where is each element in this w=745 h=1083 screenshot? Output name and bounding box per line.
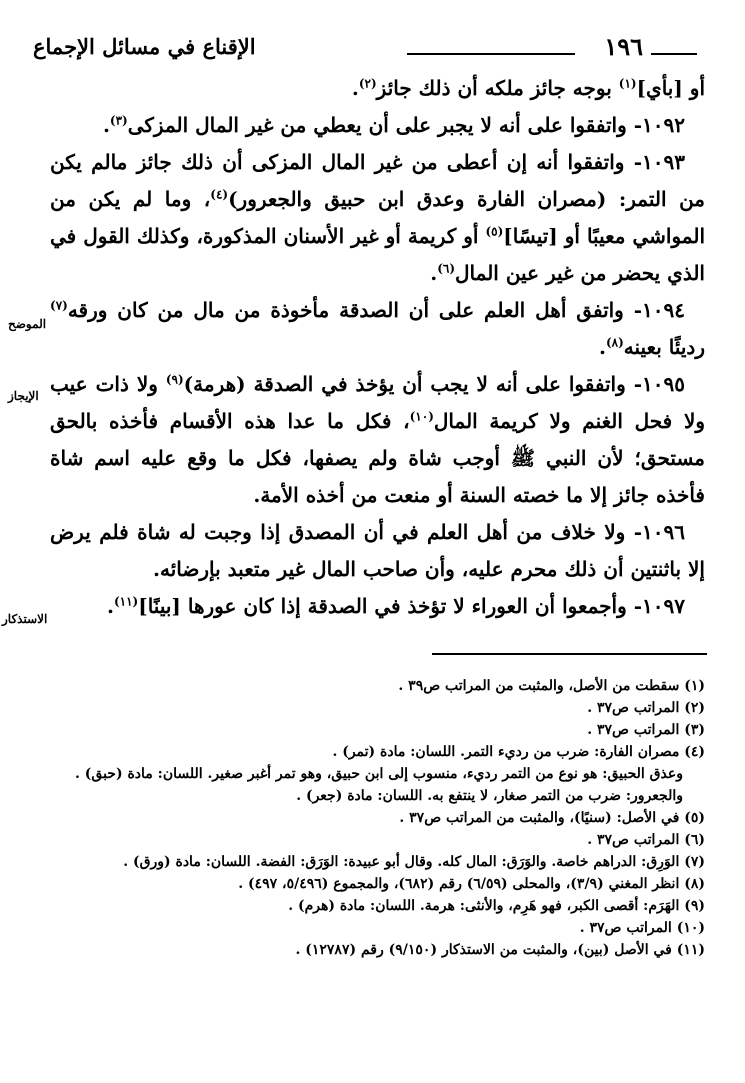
issue-number: ١٠٩٥- (625, 372, 685, 396)
footnote-ref: (١) (618, 76, 637, 91)
footnote-ref: (٩) (165, 372, 184, 387)
footnote-4-continuation: وعذق الحبيق: هو نوع من التمر رديء، منسوب إلى ابن حبيق، وهو تمر أغبر صغير. اللسان: مادة (حبق) . والجعرور: ضرب من التمر صغار، لا ينتفع به. اللسان: مادة (جعر) . (75, 766, 683, 804)
issue-keyword: وأجمعوا (562, 594, 627, 618)
page-number: ١٩٦ (604, 32, 643, 61)
issue-number: ١٠٩٦- (625, 520, 686, 544)
issue-1094 (50, 292, 705, 366)
footnote-9: (٩) الهَرَم: أقصى الكبر، فهو هَرِم، والأنثى: هرمة. اللسان: مادة (هرم) . (288, 898, 705, 914)
margin-note-istidhkar: الاستذكار (2, 612, 48, 626)
issue-1096 (50, 514, 705, 588)
issue-number: ١٠٩٤- (623, 298, 685, 322)
book-title: الإقناع في مسائل الإجماع (33, 34, 256, 59)
footnote-4 (45, 741, 705, 807)
issue-keyword: واتفقوا (568, 372, 626, 396)
main-text (50, 70, 705, 625)
issue-keyword: ولا خلاف (550, 520, 626, 544)
footnote-2: (٢) المراتب ص٣٧ . (587, 700, 705, 716)
text: . (351, 76, 359, 100)
footnote-ref: (١٠) (409, 409, 434, 424)
text: ، فكل ما عدا هذه الأقسام فأخذه بالحق مستحق؛ لأن النبي ﷺ أوجب شاة ولم يصفها، فكل ما وقع عليه اسم شاة فأخذه جائز إلا ما خصته السنة أو منعت من أخذه الأمة. (50, 409, 705, 507)
text: . (598, 335, 606, 359)
footnote-1: (١) سقطت من الأصل، والمثبت من المراتب ص٣٩ . (398, 678, 705, 694)
footnote-5: (٥) في الأصل: (سنيًا)، والمثبت من المراتب ص٣٧ . (399, 810, 705, 826)
issue-number: ١٠٩٧- (626, 594, 685, 618)
text: أو كريمة أو غير الأسنان المذكورة، وكذلك القول في الذي يحضر من غير عين المال (50, 224, 705, 285)
text: أو [بأي] (636, 76, 705, 100)
paragraph-continuation (50, 70, 705, 107)
footnote-ref: (٤) (210, 187, 229, 202)
footnote-ref: (٣) (109, 113, 128, 128)
text: من أهل العلم في أن المصدق إذا وجبت له شاة فلم يرض إلا باثنتين أن ذلك محرم عليه، وأن صاحب المال غير متعبد بإرضائه. (50, 520, 705, 581)
text: . (430, 261, 438, 285)
text: ولا ذات عيب ولا فحل الغنم ولا كريمة المال (50, 372, 706, 433)
footnote-11: (١١) في الأصل (بين)، والمثبت من الاستذكار (٩/١٥٠) رقم (١٢٧٨٧) . (295, 942, 705, 958)
issue-keyword: واتفق (576, 298, 624, 322)
footnote-7: (٧) الوَرِق: الدراهم خاصة. والوَرَق: المال كله. وقال أبو عبيدة: الوَرَق: الفضة. اللسان: مادة (ورق) . (123, 854, 705, 870)
issue-1092 (50, 107, 705, 144)
issue-number: ١٠٩٣- (624, 150, 685, 174)
margin-note-mudih: الموضح (8, 317, 47, 331)
margin-note-ijaz: الإيجاز (8, 389, 39, 403)
text: على أنه لا يجبر على أن يعطي من غير المال المزكى (127, 113, 570, 137)
text: رديئًا بعينه (623, 335, 705, 359)
text: . (107, 594, 114, 618)
text: بوجه جائز ملكه أن ذلك جائز (376, 76, 619, 100)
footnote-10: (١٠) المراتب ص٣٧ . (579, 920, 705, 936)
footnote-ref: (٨) (605, 335, 624, 350)
issue-number: ١٠٩٢- (626, 113, 685, 137)
issue-keyword: واتفقوا (569, 113, 627, 137)
footnote-separator (432, 653, 707, 655)
issue-1095 (50, 366, 705, 514)
text: أن العوراء لا تؤخذ في الصدقة إذا كان عورها [بينًا] (138, 594, 563, 618)
footnote-ref: (١١) (113, 594, 139, 609)
text: على أنه لا يجب أن يؤخذ في الصدقة (هرمة) (183, 372, 569, 396)
footnote-4-line: (٤) مصران الفارة: ضرب من رديء التمر. اللسان: مادة (تمر) . (332, 744, 705, 760)
footnote-ref: (٧) (50, 298, 68, 313)
footnote-ref: (٦) (437, 261, 456, 276)
header-rule-right (651, 53, 697, 55)
header-rule-middle (407, 53, 575, 55)
text: . (102, 113, 110, 137)
footnotes (45, 675, 705, 961)
footnote-6: (٦) المراتب ص٣٧ . (587, 832, 705, 848)
footnote-ref: (٢) (358, 76, 377, 91)
issue-1097 (50, 588, 705, 625)
footnote-8: (٨) انظر المغني (٣/٩)، والمحلى (٦/٥٩) رقم (٦٨٢)، والمجموع (٥/٤٩٦، ٤٩٧) . (238, 876, 705, 892)
footnote-3: (٣) المراتب ص٣٧ . (587, 722, 705, 738)
text: أنه إن أعطى من غير المال المزكى أن ذلك جائز مالم يكن من التمر: (مصران الفارة وعدق ابن حبيق والجعرور) (50, 150, 706, 211)
page-header (25, 30, 715, 70)
text: أهل العلم على أن الصدقة مأخوذة من مال من كان ورقه (67, 298, 577, 322)
issue-1093 (50, 144, 705, 292)
text: ، وما لم يكن من المواشي معيبًا أو [تيسًا] (50, 187, 705, 248)
issue-keyword: واتفقوا (567, 150, 625, 174)
footnote-ref: (٥) (485, 224, 504, 239)
